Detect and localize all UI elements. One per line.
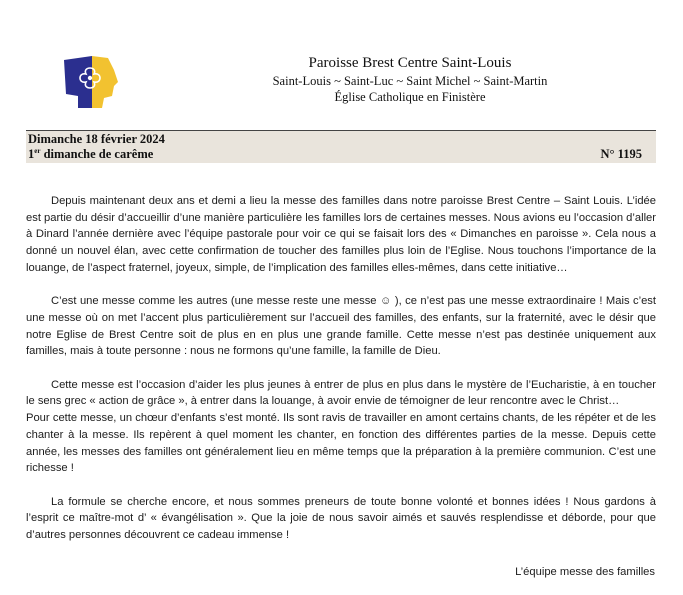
paragraph-1: Depuis maintenant deux ans et demi a lieu la messe des familles dans notre paroisse Brest Centre – Saint Louis. L’idée est partie du désir d’accueillir d’une manière particulière les familles lors de certaines messes. Nous avions eu l’occasion d’aller à Dinard l’année dernière avec l’équipe pastorale pour voir ce qui se faisait lors des « Dimanches en paroisse ». Cela nous a donné un nouvel élan, avec cette confirmation de toucher des familles plus loin de l’Eglise. Nous touchons l’importance de la louange, de l’aspect fraternel, joyeux, simple, de l’implication des familles elles-mêmes, dans cette initiative… [26, 195, 656, 274]
issue-occasion [28, 147, 153, 162]
occasion-number: 1 [28, 147, 35, 162]
issue-band [26, 130, 656, 163]
paragraph-4: Pour cette messe, un chœur d’enfants s’est monté. Ils sont ravis de travailler en amont certains chants, de les répéter et de les chanter à la messe. Ils repèrent à quel moment les chanter, en fonction des différentes parties de la messe. Depuis cette année, les messes des familles ont généralement lieu en même temps que la préparation à la première communion. C’est une richesse ! [26, 412, 656, 475]
parish-header [200, 53, 620, 105]
article-signature: L’équipe messe des familles [515, 566, 655, 578]
issue-date: Dimanche 18 février 2024 [28, 132, 165, 146]
issue-number: N° 1195 [600, 147, 642, 161]
occasion-ordinal-suffix: er [34, 147, 41, 155]
parish-diocese: Église Catholique en Finistère [334, 90, 486, 104]
occasion-text: dimanche de carême [40, 147, 154, 162]
paragraph-5: La formule se cherche encore, et nous sommes preneurs de toute bonne volonté et bonnes idées ! Nous gardons à l’esprit ce maître-mot d’ « évangélisation ». Que la joie de nous savoir aimés et sauvés resplendisse et déborde, pour que d’autres personnes découvrent ce cadeau immense ! [26, 495, 656, 542]
paragraph-3: Cette messe est l’occasion d’aider les plus jeunes à entrer de plus en plus dans le mystère de l’Eucharistie, à en toucher le sens grec « action de grâce », à entrer dans la louange, à avoir envie de témoigner de leur rencontre avec le Christ… [26, 378, 656, 408]
parish-title: Paroisse Brest Centre Saint-Louis [308, 55, 512, 71]
parish-churches: Saint-Louis ~ Saint-Luc ~ Saint Michel ~ Saint-Martin [272, 74, 548, 88]
article-body [26, 193, 656, 544]
paragraph-2: C’est une messe comme les autres (une messe reste une messe ☺ ), ce n’est pas une messe extraordinaire ! Mais c’est une messe où on met l’accent plus particulièrement sur l’accueil des familles, des enfants, sur la fraternité, avec le désir que notre Eglise de Brest Centre soit de plus en en plus une grande famille. Cette messe n’est pas destinée uniquement aux familles, mais à toute personne : nous ne formons qu’une famille, la famille de Dieu. [26, 295, 656, 358]
parish-logo-icon [58, 52, 124, 112]
